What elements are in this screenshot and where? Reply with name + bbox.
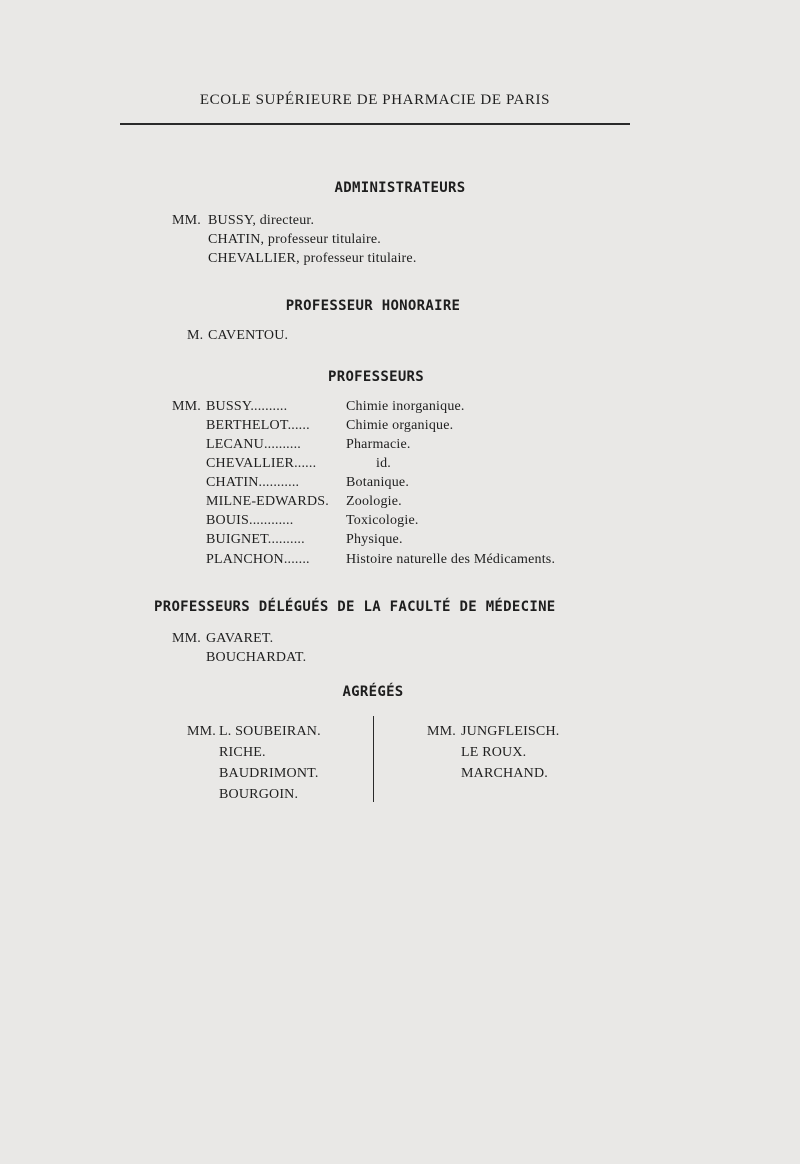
administrateur-entry: BUSSY, directeur.	[208, 213, 315, 228]
agrege-entry: RICHE.	[219, 745, 266, 760]
agreges-heading: AGRÉGÉS	[342, 684, 404, 700]
professeur-subject: Histoire naturelle des Médicaments.	[346, 552, 556, 567]
agrege-entry: JUNGFLEISCH.	[461, 724, 560, 739]
agreges-divider	[373, 716, 374, 802]
professeur-subject: Chimie organique.	[346, 418, 454, 433]
administrateurs-prefix: MM.	[172, 213, 201, 228]
agreges-left-prefix: MM.	[187, 724, 216, 739]
honoraire-heading: PROFESSEUR HONORAIRE	[285, 298, 461, 314]
administrateur-entry: CHEVALLIER, professeur titulaire.	[208, 251, 417, 266]
professeurs-heading: PROFESSEURS	[327, 369, 425, 385]
professeur-subject: Physique.	[346, 532, 403, 547]
page-header: ECOLE SUPÉRIEURE DE PHARMACIE DE PARIS	[199, 92, 551, 108]
delegue-entry: GAVARET.	[206, 631, 274, 646]
professeur-name: BERTHELOT......	[206, 418, 310, 433]
delegues-heading: PROFESSEURS DÉLÉGUÉS DE LA FACULTÉ DE MÉDECINE	[154, 599, 556, 615]
professeur-name: MILNE-EDWARDS.	[206, 494, 329, 509]
agrege-entry: BAUDRIMONT.	[219, 766, 319, 781]
professeur-subject: Pharmacie.	[346, 437, 411, 452]
professeurs-prefix: MM.	[172, 399, 201, 414]
professeur-name: LECANU..........	[206, 437, 301, 452]
administrateurs-heading: ADMINISTRATEURS	[334, 180, 466, 196]
professeur-subject: Chimie inorganique.	[346, 399, 465, 414]
professeur-name: BUSSY..........	[206, 399, 288, 414]
professeur-name: PLANCHON.......	[206, 552, 310, 567]
honoraire-name: CAVENTOU.	[208, 328, 289, 343]
professeur-name: BOUIS............	[206, 513, 294, 528]
agreges-right-prefix: MM.	[427, 724, 456, 739]
professeur-subject: Zoologie.	[346, 494, 402, 509]
agrege-entry: LE ROUX.	[461, 745, 527, 760]
professeur-subject: Botanique.	[346, 475, 410, 490]
agrege-entry: L. SOUBEIRAN.	[219, 724, 321, 739]
professeur-subject: id.	[376, 456, 391, 471]
professeur-name: CHATIN...........	[206, 475, 300, 490]
professeur-name: BUIGNET..........	[206, 532, 305, 547]
agrege-entry: MARCHAND.	[461, 766, 548, 781]
administrateur-entry: CHATIN, professeur titulaire.	[208, 232, 381, 247]
agrege-entry: BOURGOIN.	[219, 787, 299, 802]
honoraire-prefix: M.	[187, 328, 204, 343]
delegues-prefix: MM.	[172, 631, 201, 646]
header-rule	[120, 123, 630, 125]
professeur-name: CHEVALLIER......	[206, 456, 317, 471]
delegue-entry: BOUCHARDAT.	[206, 650, 307, 665]
professeur-subject: Toxicologie.	[346, 513, 419, 528]
